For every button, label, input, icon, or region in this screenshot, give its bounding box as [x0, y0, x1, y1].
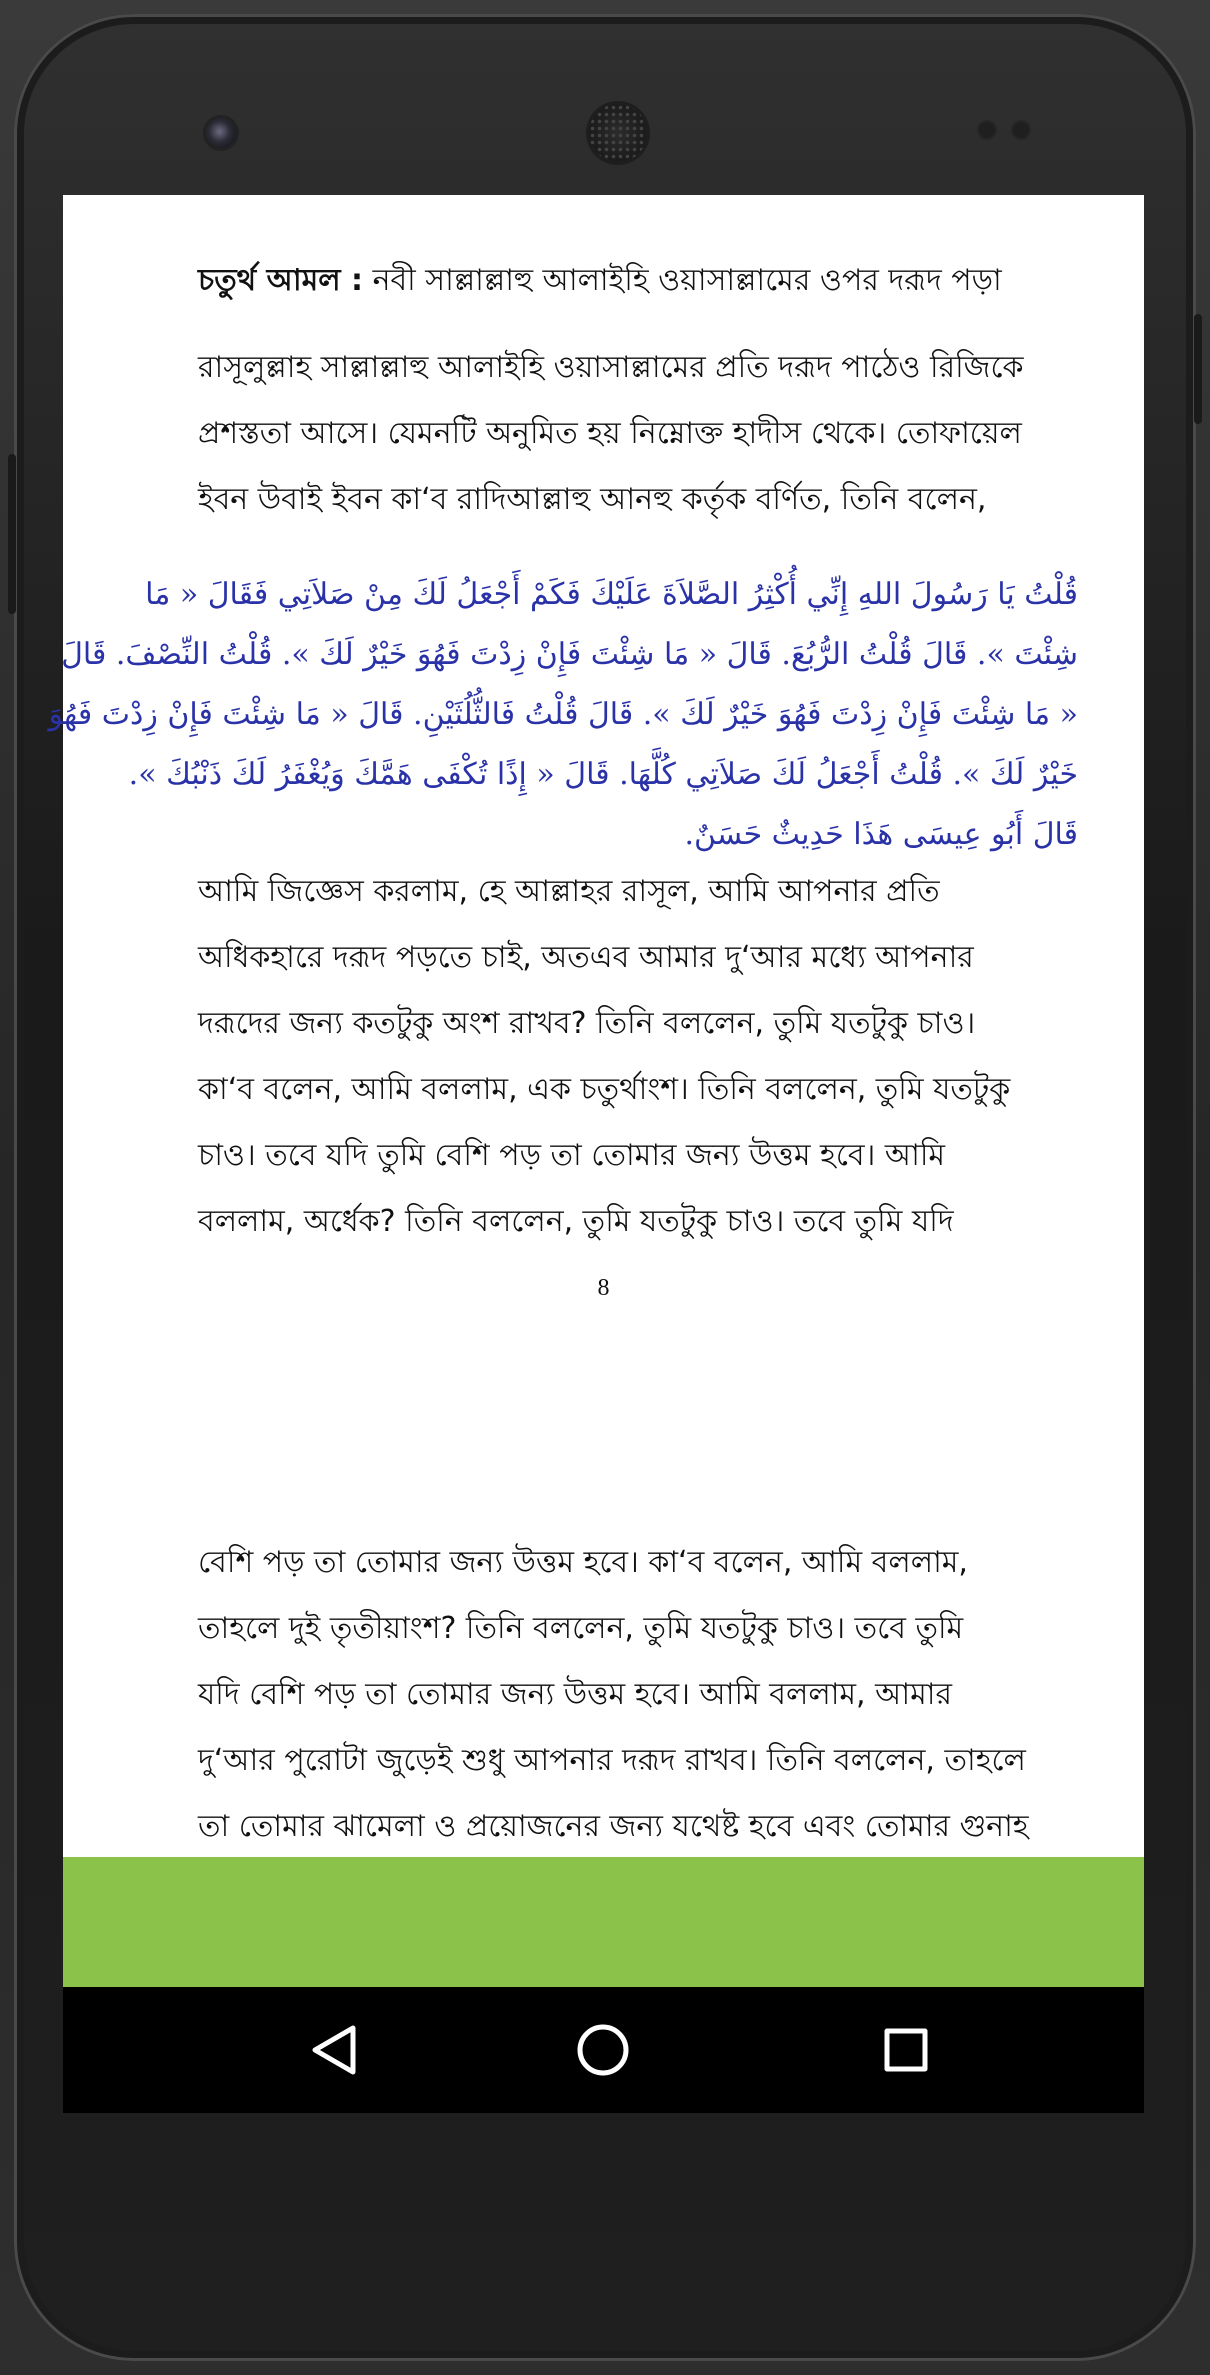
- home-button[interactable]: [568, 2015, 638, 2085]
- proximity-sensor-icon: [979, 122, 995, 138]
- intro-paragraph: [198, 335, 1078, 533]
- earpiece-speaker-icon: [589, 104, 647, 162]
- arabic-line: « مَا شِئْتَ فَإِنْ زِدْتَ فَهُوَ خَيْرٌ لَكَ ». قَالَ قُلْتُ فَالثُّلُثَيْنِ. قَالَ « مَا شِئْتَ فَإِنْ زِدْتَ فَهُوَ: [48, 697, 1078, 732]
- power-button[interactable]: [1194, 314, 1202, 424]
- text-line: বললাম, অর্ধেক? তিনি বললেন, তুমি যতটুকু চাও। তবে তুমি যদি: [198, 1204, 954, 1239]
- text-line: দু‘আর পুরোটা জুড়েই শুধু আপনার দরূদ রাখব। তিনি বললেন, তাহলে: [198, 1743, 1026, 1778]
- translation-paragraph: [198, 859, 1078, 1255]
- arabic-hadith: [48, 565, 1078, 865]
- text-line: কা‘ব বলেন, আমি বললাম, এক চতুর্থাংশ। তিনি বললেন, তুমি যতটুকু: [198, 1072, 1011, 1107]
- next-page-paragraph: [198, 1530, 1078, 1860]
- recents-icon: [883, 2027, 929, 2073]
- page-number: 8: [597, 1275, 610, 1301]
- text-line: রাসূলুল্লাহ সাল্লাল্লাহু আলাইহি ওয়াসাল্লামের প্রতি দরূদ পাঠেও রিজিকে: [198, 350, 1024, 385]
- screen[interactable]: [48, 195, 1144, 2113]
- text-line: প্রশস্ততা আসে। যেমনটি অনুমিত হয় নিম্নোক্ত হাদীস থেকে। তোফায়েল: [198, 416, 1022, 451]
- ad-banner[interactable]: [63, 1857, 1144, 1987]
- recents-button[interactable]: [871, 2015, 941, 2085]
- arabic-line: شِئْتَ ». قَالَ قُلْتُ الرُّبُعَ. قَالَ « مَا شِئْتَ فَإِنْ زِدْتَ فَهُوَ خَيْرٌ لَكَ ». قُلْتُ النِّصْفَ. قَالَ: [61, 637, 1078, 672]
- back-icon: [311, 2024, 357, 2076]
- arabic-line: قَالَ أَبُو عِيسَى هَذَا حَدِيثٌ حَسَنٌ.: [684, 817, 1078, 852]
- text-line: যদি বেশি পড় তা তোমার জন্য উত্তম হবে। আমি বললাম, আমার: [198, 1677, 952, 1712]
- text-line: চাও। তবে যদি তুমি বেশি পড় তা তোমার জন্য উত্তম হবে। আমি: [198, 1138, 946, 1173]
- text-line: আমি জিজ্ঞেস করলাম, হে আল্লাহর রাসূল, আমি আপনার প্রতি: [198, 874, 940, 909]
- front-camera-icon: [206, 118, 236, 148]
- section-heading-text: নবী সাল্লাল্লাহু আলাইহি ওয়াসাল্লামের ওপর দরূদ পড়া: [372, 263, 1002, 298]
- text-line: দরূদের জন্য কতটুকু অংশ রাখব? তিনি বললেন, তুমি যতটুকু চাও।: [198, 1006, 976, 1041]
- arabic-line: خَيْرٌ لَكَ ». قُلْتُ أَجْعَلُ لَكَ صَلاَتِي كُلَّهَا. قَالَ « إِذًا تُكْفَى هَمَّكَ وَيُغْفَرُ لَكَ ذَنْبُكَ ».: [128, 757, 1078, 792]
- back-button[interactable]: [299, 2015, 369, 2085]
- text-line: ইবন উবাই ইবন কা‘ব রাদিআল্লাহু আনহু কর্তৃক বর্ণিত, তিনি বলেন,: [198, 482, 987, 517]
- navigation-bar: [63, 1987, 1144, 2113]
- section-heading-label: চতুর্থ আমল :: [198, 263, 364, 298]
- arabic-line: قُلْتُ يَا رَسُولَ اللهِ إِنِّي أُكْثِرُ الصَّلاَةَ عَلَيْكَ فَكَمْ أَجْعَلُ لَكَ مِنْ صَلاَتِي فَقَالَ « مَا: [145, 577, 1078, 612]
- text-line: তা তোমার ঝামেলা ও প্রয়োজনের জন্য যথেষ্ট হবে এবং তোমার গুনাহ: [198, 1809, 1029, 1844]
- volume-button[interactable]: [8, 454, 16, 614]
- text-line: অধিকহারে দরূদ পড়তে চাই, অতএব আমার দু‘আর মধ্যে আপনার: [198, 940, 974, 975]
- light-sensor-icon: [1013, 122, 1029, 138]
- home-icon: [575, 2022, 631, 2078]
- text-line: বেশি পড় তা তোমার জন্য উত্তম হবে। কা‘ব বলেন, আমি বললাম,: [198, 1545, 968, 1580]
- text-line: তাহলে দুই তৃতীয়াংশ? তিনি বললেন, তুমি যতটুকু চাও। তবে তুমি: [198, 1611, 964, 1646]
- section-heading: [198, 257, 1078, 305]
